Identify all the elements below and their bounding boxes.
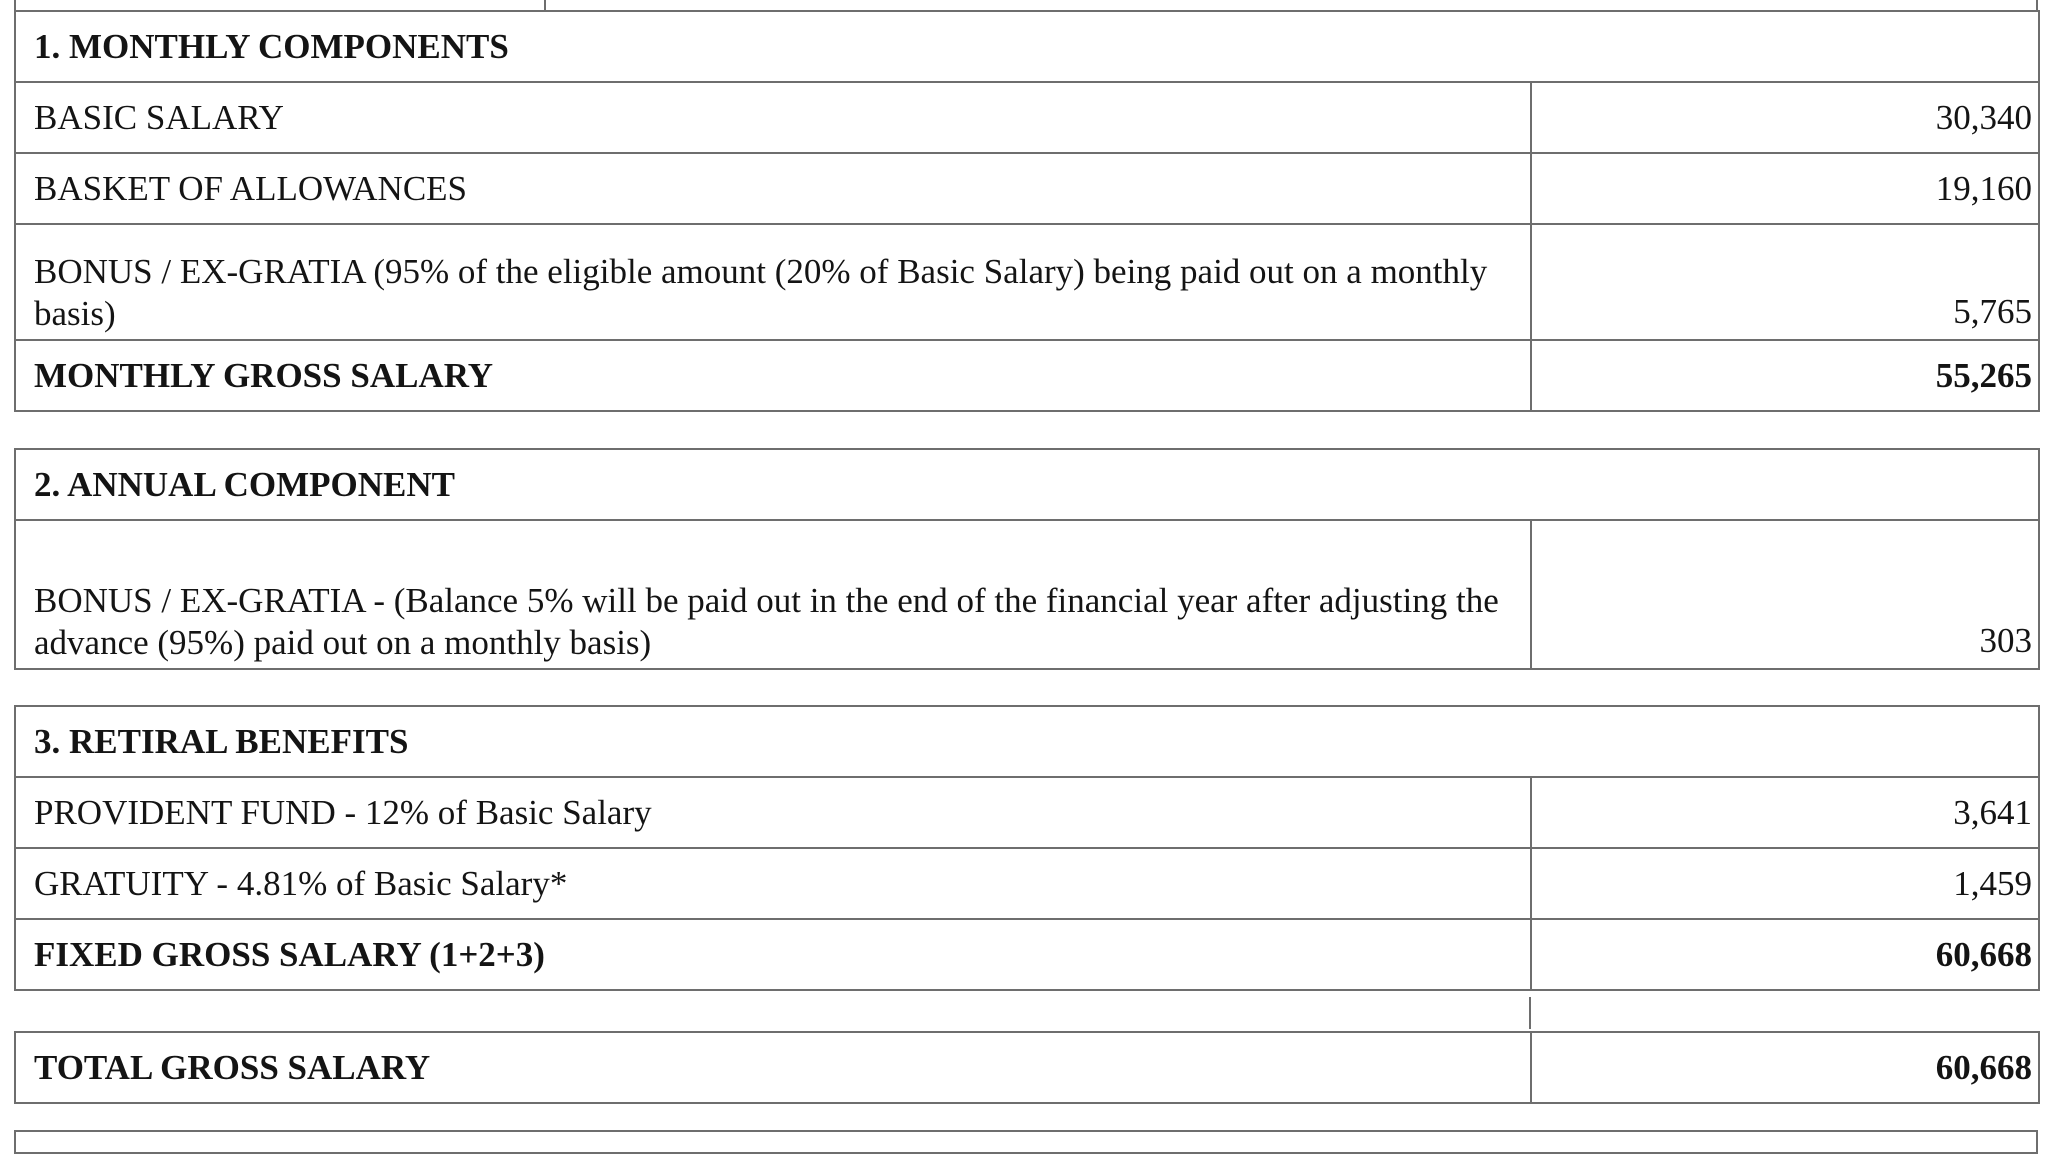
table-row bbox=[15, 520, 2039, 669]
next-table-fragment bbox=[14, 1130, 2038, 1154]
row-value: 5,765 bbox=[1531, 224, 2039, 340]
row-label: BONUS / EX-GRATIA - (Balance 5% will be paid out in the end of the financial year after adjusting the advance (95%) paid out on a monthly basis) bbox=[15, 520, 1531, 669]
row-label: PROVIDENT FUND - 12% of Basic Salary bbox=[15, 777, 1531, 848]
total-value: 60,668 bbox=[1531, 919, 2039, 990]
row-label: GRATUITY - 4.81% of Basic Salary* bbox=[15, 848, 1531, 919]
section-title: 3. RETIRAL BENEFITS bbox=[15, 706, 2039, 777]
fragment-cell bbox=[15, 1131, 2037, 1153]
total-row bbox=[15, 340, 2039, 411]
row-label: BONUS / EX-GRATIA (95% of the eligible amount (20% of Basic Salary) being paid out on a monthly basis) bbox=[15, 224, 1531, 340]
grand-total-row bbox=[15, 1032, 2039, 1103]
monthly-components-table bbox=[14, 10, 2040, 412]
table-row bbox=[15, 777, 2039, 848]
table-row bbox=[15, 848, 2039, 919]
section-title: 2. ANNUAL COMPONENT bbox=[15, 449, 2039, 520]
row-label: BASIC SALARY bbox=[15, 82, 1531, 153]
section-title: 1. MONTHLY COMPONENTS bbox=[15, 11, 2039, 82]
total-label: FIXED GROSS SALARY (1+2+3) bbox=[15, 919, 1531, 990]
total-label: MONTHLY GROSS SALARY bbox=[15, 340, 1531, 411]
grand-total-value: 60,668 bbox=[1531, 1032, 2039, 1103]
table-row bbox=[15, 224, 2039, 340]
annual-component-table bbox=[14, 448, 2040, 670]
grand-total-label: TOTAL GROSS SALARY bbox=[15, 1032, 1531, 1103]
row-value: 19,160 bbox=[1531, 153, 2039, 224]
spacer-table bbox=[14, 997, 2038, 1029]
total-row bbox=[15, 919, 2039, 990]
row-value: 1,459 bbox=[1531, 848, 2039, 919]
total-value: 55,265 bbox=[1531, 340, 2039, 411]
spacer-cell bbox=[1530, 997, 2038, 1029]
table-row bbox=[15, 82, 2039, 153]
table-row bbox=[15, 153, 2039, 224]
row-value: 303 bbox=[1531, 520, 2039, 669]
row-value: 30,340 bbox=[1531, 82, 2039, 153]
row-label: BASKET OF ALLOWANCES bbox=[15, 153, 1531, 224]
spacer-cell bbox=[14, 997, 1530, 1029]
retiral-benefits-table bbox=[14, 705, 2040, 991]
row-value: 3,641 bbox=[1531, 777, 2039, 848]
total-gross-table bbox=[14, 1031, 2040, 1104]
